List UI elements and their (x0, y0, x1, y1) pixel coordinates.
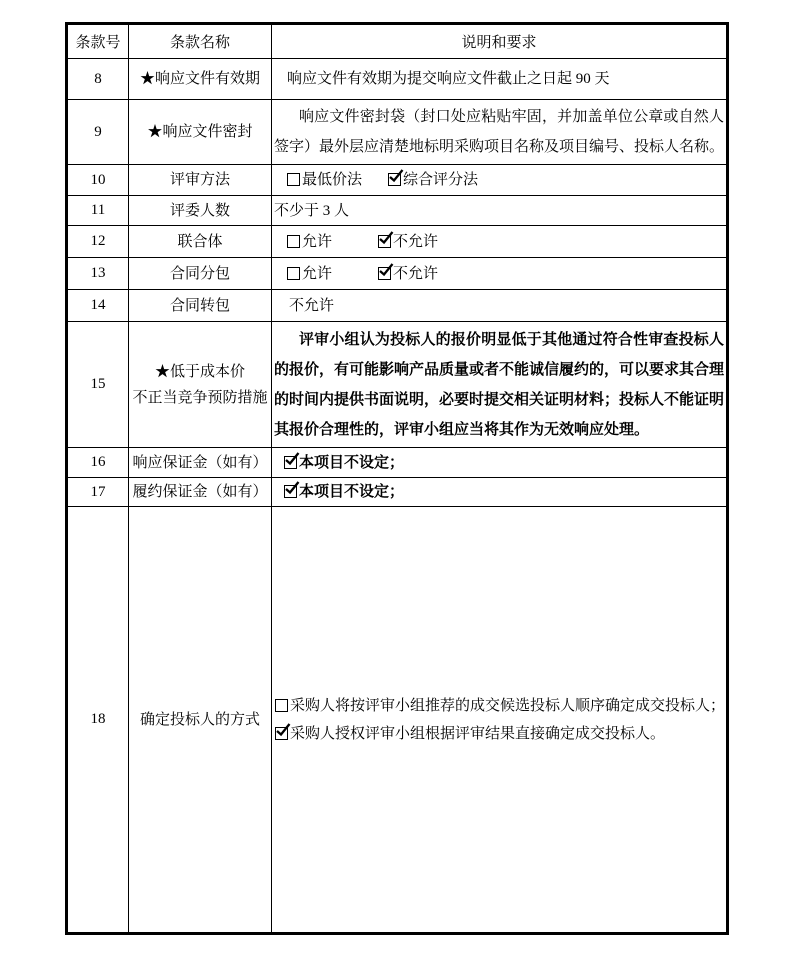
clause-description (272, 322, 728, 448)
options-row (272, 482, 726, 502)
clause-name (129, 448, 272, 478)
description-paragraph: 响应文件密封袋（封口处应粘贴牢固，并加盖单位公章或自然人签字）最外层应清楚地标明采购项目名称及项目编号、投标人名称。 (274, 109, 725, 155)
option (284, 482, 404, 502)
clause-name-line: 联合体 (177, 233, 223, 250)
checkbox-unchecked-icon (287, 173, 300, 186)
clause-number: 18 (67, 507, 129, 934)
checkbox-checked-icon (388, 173, 401, 186)
clause-description (272, 258, 728, 290)
clause-name (129, 322, 272, 448)
clause-description (272, 448, 728, 478)
clause-name-line: 履约保证金（如有） (132, 484, 268, 500)
option (388, 170, 478, 190)
option-label: 最低价法 (302, 172, 363, 188)
table-row (67, 226, 728, 258)
clause-name-line: ★响应文件有效期 (139, 71, 260, 87)
clause-number: 12 (67, 226, 129, 258)
clause-number: 13 (67, 258, 129, 290)
clause-description (272, 290, 728, 322)
option (287, 264, 332, 284)
table-row (67, 478, 728, 507)
procurement-clauses-table (65, 22, 729, 935)
option (284, 453, 404, 473)
clause-description (272, 165, 728, 196)
clause-name (129, 100, 272, 165)
option-label: 采购人将按评审小组推荐的成交候选投标人顺序确定成交投标人； (290, 697, 726, 714)
option-label: 综合评分法 (403, 172, 479, 188)
checkbox-unchecked-icon (287, 235, 300, 248)
description-text: 不少于 3 人 (274, 202, 350, 219)
option (275, 692, 725, 720)
clause-name-line: 评委人数 (169, 202, 230, 219)
checkbox-unchecked-icon (275, 699, 288, 712)
clause-name-line: 合同转包 (169, 297, 230, 314)
col-header-description: 说明和要求 (272, 24, 728, 59)
option-label: 采购人授权评审小组根据评审结果直接确定成交投标人。 (290, 725, 666, 742)
clause-name-line: 确定投标人的方式 (139, 711, 260, 728)
options-row (272, 264, 726, 284)
options-row (272, 232, 726, 252)
option-label: 允许 (302, 265, 333, 282)
table-row (67, 322, 728, 448)
table-row (67, 258, 728, 290)
option (378, 264, 438, 284)
option-label: 允许 (302, 233, 333, 250)
clause-name (129, 258, 272, 290)
table-row (67, 448, 728, 478)
clause-description (272, 507, 728, 934)
table-header-row (67, 24, 728, 59)
table-row (67, 196, 728, 226)
description-text: 响应文件有效期为提交响应文件截止之日起 90 天 (287, 71, 610, 87)
option (287, 232, 332, 252)
checkbox-checked-icon (284, 485, 297, 498)
col-header-clause-number: 条款号 (67, 24, 129, 59)
clause-name-line: ★响应文件密封 (147, 124, 253, 140)
clause-name-line: ★低于成本价 (154, 363, 245, 380)
clause-number: 11 (67, 196, 129, 226)
options-row (272, 170, 726, 190)
clause-number: 15 (67, 322, 129, 448)
clause-description (272, 100, 728, 165)
table-row (67, 290, 728, 322)
clause-name-line: 不正当竞争预防措施 (132, 389, 268, 406)
clause-number: 16 (67, 448, 129, 478)
option (378, 232, 438, 252)
clause-name-line: 合同分包 (169, 265, 230, 282)
option-label: 本项目不设定； (299, 454, 405, 471)
clause-number: 17 (67, 478, 129, 507)
table-row (67, 59, 728, 100)
description-text: 不允许 (289, 297, 335, 314)
clause-number: 10 (67, 165, 129, 196)
clause-description (272, 196, 728, 226)
table-row (67, 507, 728, 934)
clause-name (129, 478, 272, 507)
clause-number: 8 (67, 59, 129, 100)
option (287, 170, 362, 190)
clause-description (272, 478, 728, 507)
option-label: 本项目不设定； (299, 484, 405, 500)
option-line (272, 692, 726, 720)
clause-name (129, 226, 272, 258)
clause-description (272, 59, 728, 100)
checkbox-checked-icon (378, 267, 391, 280)
option-line (272, 720, 726, 748)
clause-description (272, 226, 728, 258)
clause-name-line: 响应保证金（如有） (132, 454, 268, 471)
clause-name (129, 165, 272, 196)
table-row (67, 165, 728, 196)
clause-name (129, 507, 272, 934)
options-row (272, 453, 726, 473)
clause-name (129, 59, 272, 100)
checkbox-checked-icon (284, 456, 297, 469)
description-paragraph: 评审小组认为投标人的报价明显低于其他通过符合性审查投标人的报价，有可能影响产品质量或者不能诚信履约的，可以要求其合理的时间内提供书面说明，必要时提交相关证明材料；投标人不能证明其报价合理性的，评审小组应当将其作为无效响应处理。 (274, 331, 725, 438)
option-label: 不允许 (393, 265, 439, 282)
option (275, 720, 665, 748)
checkbox-checked-icon (378, 235, 391, 248)
clause-name (129, 290, 272, 322)
clause-name-line: 评审方法 (169, 172, 230, 188)
option-label: 不允许 (393, 233, 439, 250)
clause-number: 9 (67, 100, 129, 165)
table-row (67, 100, 728, 165)
col-header-clause-name: 条款名称 (129, 24, 272, 59)
clause-name (129, 196, 272, 226)
checkbox-unchecked-icon (287, 267, 300, 280)
clause-number: 14 (67, 290, 129, 322)
checkbox-checked-icon (275, 727, 288, 740)
